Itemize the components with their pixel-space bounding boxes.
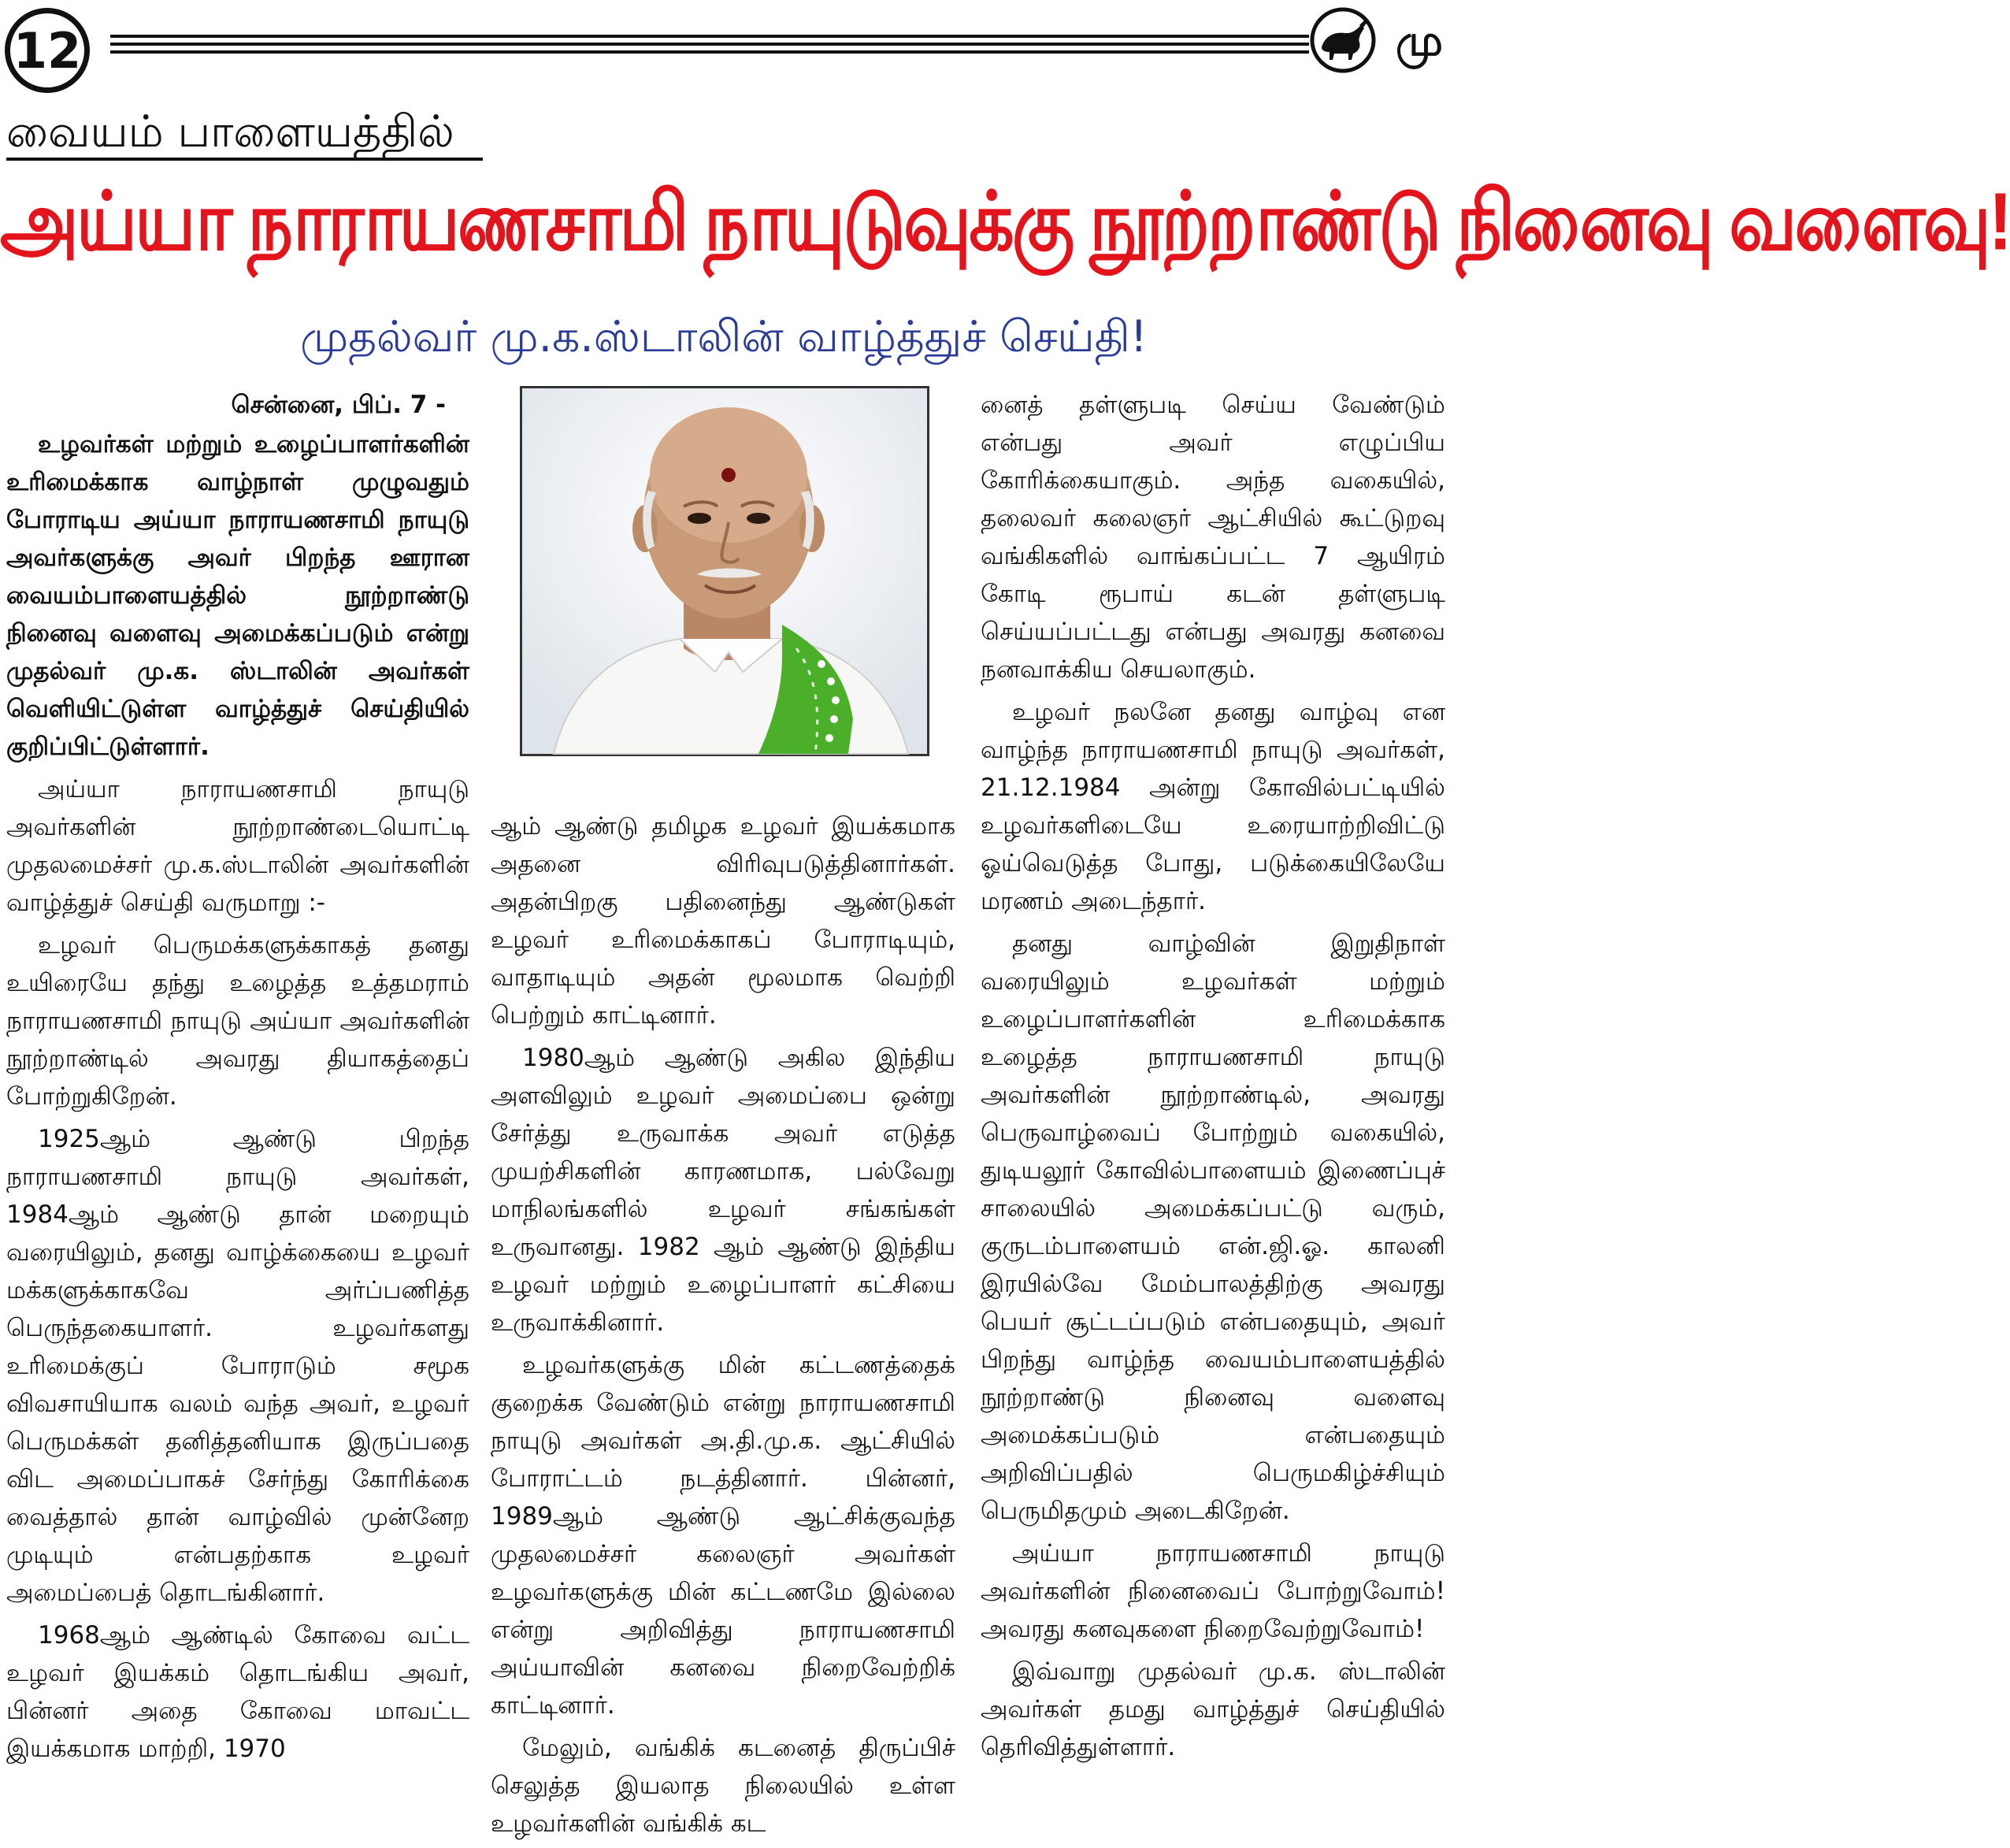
article-subheadline: முதல்வர் மு.க.ஸ்டாலின் வாழ்த்துச் செய்தி! [300,311,1148,362]
article-column-1 [6,386,469,1848]
body-paragraph: 1980ஆம் ஆண்டு அகில இந்திய அளவிலும் உழவர் அமைப்பை ஒன்று சேர்த்து உருவாக்க அவர் எடுத்த முயற்சிகளின் காரணமாக, பல்வேறு மாநிலங்களில் உழவர் சங்கங்கள் உருவானது. 1982 ஆம் ஆண்டு இந்திய உழவர் மற்றும் உழைப்பாளர் கட்சியை உருவாக்கினார். [491,1044,955,1337]
body-paragraph: உழவர் நலனே தனது வாழ்வு என வாழ்ந்த நாராயணசாமி நாயுடு அவர்கள், 21.12.1984 அன்று கோவில்பட்டியில் உழவர்களிடையே உரையாற்றிவிட்டு ஓய்வெடுத்த போது, படுக்கையிலேயே மரணம் அடைந்தார். [981,698,1445,915]
body-paragraph: இவ்வாறு முதல்வர் மு.க. ஸ்டாலின் அவர்கள் தமது வாழ்த்துச் செய்தியில் தெரிவித்துள்ளார். [981,1657,1445,1761]
body-paragraph: உழவர் பெருமக்களுக்காகத் தனது உயிரையே தந்து உழைத்த உத்தமராம் நாராயணசாமி நாயுடு அய்யா அவர்களின் நூற்றாண்டில் அவரது தியாகத்தைப் போற்றுகிறேன். [6,931,469,1111]
header-rule [110,35,1309,69]
body-paragraph: ஆம் ஆண்டு தமிழக உழவர் இயக்கமாக அதனை விரிவுபடுத்தினார்கள். அதன்பிறகு பதினைந்து ஆண்டுகள் உழவர் உரிமைக்காகப் போராடியும், வாதாடியும் அதன் மூலமாக வெற்றி பெற்றும் காட்டினார். [491,812,955,1030]
body-paragraph: அய்யா நாராயணசாமி நாயுடு அவர்களின் நூற்றாண்டையொட்டி முதலமைச்சர் மு.க.ஸ்டாலின் அவர்களின் வாழ்த்துச் செய்தி வருமாறு :- [6,775,469,917]
body-paragraph: 1968ஆம் ஆண்டில் கோவை வட்ட உழவர் இயக்கம் தொடங்கிய அவர், பின்னர் அதை கோவை மாவட்ட இயக்கமாக மாற்றி, 1970 [6,1621,469,1763]
page-corner-text: மு [1396,16,1443,65]
bull-emblem-icon [1309,6,1377,74]
body-paragraph: உழவர்களுக்கு மின் கட்டணத்தைக் குறைக்க வேண்டும் என்று நாராயணசாமி நாயுடு அவர்கள் அ.தி.மு.க. ஆட்சியில் போராட்டம் நடத்தினார். பின்னர், 1989ஆம் ஆண்டு ஆட்சிக்குவந்த முதலமைச்சர் கலைஞர் அவர்கள் உழவர்களுக்கு மின் கட்டணமே இல்லை என்று அறிவித்து நாராயணசாமி அய்யாவின் கனவை நிறைவேற்றிக் காட்டினார். [491,1351,955,1720]
body-paragraph: மேலும், வங்கிக் கடனைத் திருப்பிச் செலுத்த இயலாத நிலையில் உள்ள உழவர்களின் வங்கிக் கட [491,1734,955,1838]
portrait-illustration [522,388,927,754]
page-number-badge [5,8,90,93]
body-paragraph: 1925ஆம் ஆண்டு பிறந்த நாராயணசாமி நாயுடு அவர்கள், 1984ஆம் ஆண்டு தான் மறையும் வரையிலும், தனது வாழ்க்கையை உழவர் மக்களுக்காகவே அர்ப்பணித்த பெருந்தகையாளர். உழவர்களது உரிமைக்குப் போராடும் சமூக விவசாயியாக வலம் வந்த அவர், உழவர் பெருமக்கள் தனித்தனியாக இருப்பதை விட அமைப்பாகச் சேர்ந்து கோரிக்கை வைத்தால் தான் வாழ்வில் முன்னேற முடியும் என்பதற்காக உழவர் அமைப்பைத் தொடங்கினார். [6,1125,469,1607]
article-column-2 [491,807,955,1848]
portrait-photo [520,386,929,756]
page-number: 12 [13,21,82,80]
article-headline: அய்யா நாராயணசாமி நாயுடுவுக்கு நூற்றாண்டு நினைவு வளைவு! [0,176,2010,268]
article-column-3 [981,386,1445,1848]
lead-paragraph: உழவர்கள் மற்றும் உழைப்பாளர்களின் உரிமைக்காக வாழ்நாள் முழுவதும் போராடிய அய்யா நாராயணசாமி நாயுடு அவர்களுக்கு அவர் பிறந்த ஊரான வையம்பாளையத்தில் நூற்றாண்டு நினைவு வளைவு அமைக்கப்படும் என்று முதல்வர் மு.க. ஸ்டாலின் அவர்கள் வெளியிட்டுள்ள வாழ்த்துச் செய்தியில் குறிப்பிட்டுள்ளார். [6,430,469,761]
body-paragraph: அய்யா நாராயணசாமி நாயுடு அவர்களின் நினைவைப் போற்றுவோம்! அவரது கனவுகளை நிறைவேற்றுவோம்! [981,1539,1445,1643]
body-paragraph: தனது வாழ்வின் இறுதிநாள் வரையிலும் உழவர்கள் மற்றும் உழைப்பாளர்களின் உரிமைக்காக உழைத்த நாராயணசாமி நாயுடு அவர்களின் நூற்றாண்டில், அவரது பெருவாழ்வைப் போற்றும் வகையில், துடியலூர் கோவில்பாளையம் இணைப்புச் சாலையில் அமைக்கப்பட்டு வரும், குருடம்பாளையம் என்.ஜி.ஓ. காலனி இரயில்வே மேம்பாலத்திற்கு அவரது பெயர் சூட்டப்படும் என்பதையும், அவர் பிறந்து வாழ்ந்த வையம்பாளையத்தில் நூற்றாண்டு நினைவு வளைவு அமைக்கப்படும் என்பதையும் அறிவிப்பதில் பெருமகிழ்ச்சியும் பெருமிதமும் அடைகிறேன். [981,930,1445,1525]
article-kicker: வையம் பாளையத்தில் [6,106,454,158]
kicker-underline [6,158,483,161]
dateline: சென்னை, பிப். 7 - [231,391,446,419]
body-paragraph: னைத் தள்ளுபடி செய்ய வேண்டும் என்பது அவர் எழுப்பிய கோரிக்கையாகும். அந்த வகையில், தலைவர் கலைஞர் ஆட்சியில் கூட்டுறவு வங்கிகளில் வாங்கப்பட்ட 7 ஆயிரம் கோடி ரூபாய் கடன் தள்ளுபடி செய்யப்பட்டது என்பது அவரது கனவை நனவாக்கிய செயலாகும். [981,391,1445,684]
